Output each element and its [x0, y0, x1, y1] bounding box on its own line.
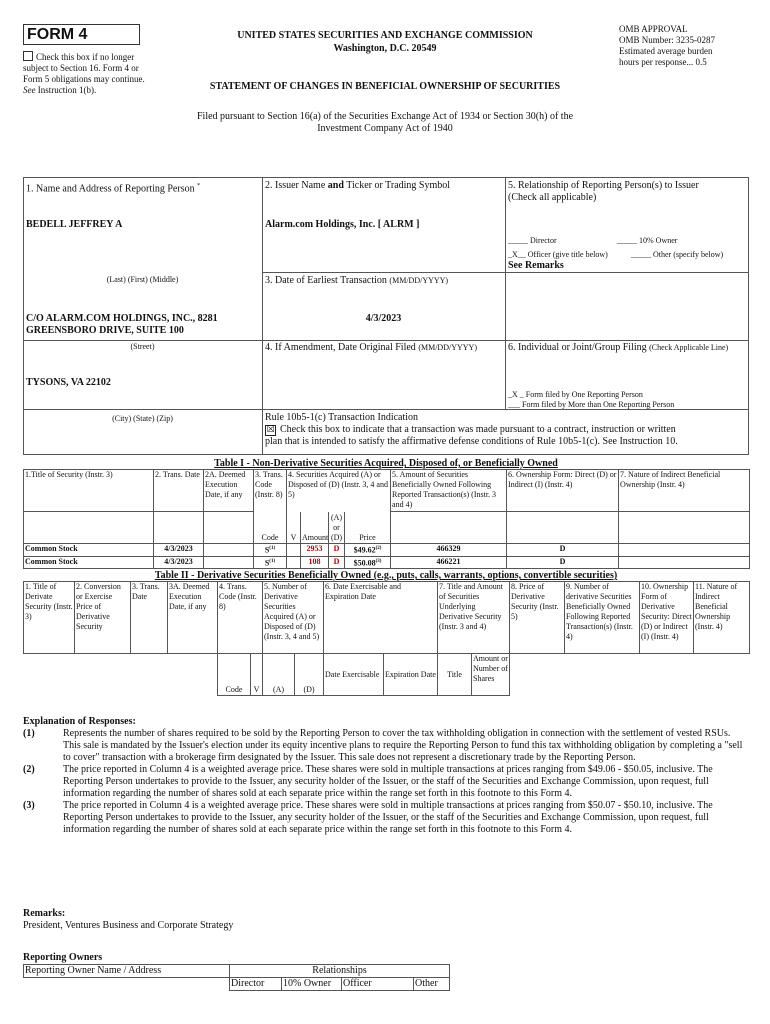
reporting-address: C/O ALARM.COM HOLDINGS, INC., 8281 GREENSBORO DRIVE, SUITE 100 — [26, 313, 218, 336]
owners-col-name: Reporting Owner Name / Address — [24, 965, 230, 978]
filing-more-persons: ___ Form filed by More than One Reporting Person — [508, 400, 675, 409]
reporting-owners-table — [23, 964, 450, 991]
t2-col-title: 1. Title of Derivate Security (Instr. 3) — [24, 582, 75, 654]
t2-sub-d: (D) — [295, 654, 324, 696]
t2-col-deemed: 3A. Deemed Execution Date, if any — [168, 582, 218, 654]
divider-row-city — [23, 409, 262, 410]
rule-10b5-checkbox[interactable]: ☒ — [266, 425, 275, 435]
t2-sub-amount: Amount or Number of Shares — [472, 654, 510, 696]
table-row: Common Stock 4/3/2023 $S^{(1)}$ 2953 D $49.62$^{(2)}$ 466329 D — [24, 544, 750, 557]
t2-sub-exercisable: Date Exercisable — [324, 654, 384, 696]
t2-sub-title: Title — [438, 654, 472, 696]
reporting-owners-heading: Reporting Owners — [23, 952, 103, 963]
remarks-heading: Remarks: — [23, 908, 66, 919]
t1-col-date: 2. Trans. Date — [154, 470, 204, 512]
statement-title: STATEMENT OF CHANGES IN BENEFICIAL OWNERSHIP OF SECURITIES — [209, 81, 561, 92]
t2-col-nature: 11. Nature of Indirect Beneficial Ownership (Instr. 4) — [694, 582, 750, 654]
relationship-label: 5. Relationship of Reporting Person(s) to Issuer (Check all applicable) — [508, 180, 699, 203]
owners-col-director: Director — [230, 978, 282, 991]
reporting-city: TYSONS, VA 22102 — [26, 377, 111, 388]
filing-one-person: _X _ Form filed by One Reporting Person — [508, 390, 643, 399]
divider-col-2 — [505, 177, 506, 409]
t1-sub-v: V — [287, 512, 301, 544]
t1-col-deemed: 2A. Deemed Execution Date, if any — [204, 470, 254, 512]
rule-10b5-section: Rule 10b5-1(c) Transaction Indication ☒ Check this box to indicate that a transaction was made pursuant to a contract, instruction or written plan that is intended to satisfy the affirmative defense conditions of Rule 10b5-1(c). See Instruction 10. — [265, 412, 678, 447]
issuer-name: Alarm.com Holdings, Inc. [ ALRM ] — [265, 219, 420, 230]
t1-sub-code: Code — [254, 512, 287, 544]
amendment-label: 4. If Amendment, Date Original Filed (MM/DD/YYYY) — [265, 342, 477, 353]
relationship-officer: _X__ Officer (give title below) — [508, 250, 608, 259]
table1-title: Table I - Non-Derivative Securities Acquired, Disposed of, or Beneficially Owned — [214, 458, 558, 469]
agency-location: Washington, D.C. 20549 — [333, 43, 437, 54]
t2-col-underlying: 7. Title and Amount of Securities Underlying Derivative Security (Instr. 3 and 4) — [438, 582, 510, 654]
last-first-middle-label: (Last) (First) (Middle) — [106, 275, 179, 284]
see-remarks: See Remarks — [508, 260, 564, 271]
t1-sub-price: Price — [345, 512, 391, 544]
explanation-heading: Explanation of Responses: — [23, 716, 136, 727]
relationship-other: _____ Other (specify below) — [631, 250, 724, 259]
reporting-person-name: BEDELL JEFFREY A — [26, 219, 123, 230]
owners-col-relationships: Relationships — [230, 965, 450, 978]
divider-row-amend — [262, 340, 749, 341]
t1-sub-a-or-d: (A) or (D) — [329, 512, 345, 544]
issuer-label: 2. Issuer Name and Ticker or Trading Symbol — [265, 180, 451, 191]
t2-col-date: 3. Trans. Date — [131, 582, 168, 654]
filing-label: 6. Individual or Joint/Group Filing (Check Applicable Line) — [508, 342, 729, 353]
t2-sub-v: V — [251, 654, 263, 696]
t2-col-number: 5. Number of Derivative Securities Acquired (A) or Disposed of (D) (Instr. 3, 4 and 5) — [263, 582, 324, 654]
table-row: Common Stock 4/3/2023 $S^{(1)}$ 108 D $50.08$^{(3)}$ 466221 D — [24, 556, 750, 569]
relationship-ten-pct: _____ 10% Owner — [617, 236, 678, 245]
t2-col-conversion: 2. Conversion or Exercise Price of Derivative Security — [75, 582, 131, 654]
no-longer-subject-checkbox[interactable] — [23, 51, 33, 61]
footnote-2: (2) The price reported in Column 4 is a weighted average price. These shares were sold in multiple transactions at prices ranging from $49.06 - $50.05, inclusive. The Reporting Person undertakes to provide to the Issuer, any security holder of the Issuer, or the staff of the Securities and Exchange Commission, upon request, full information regarding the number of shares sold at each separate price within the range set forth in this footnote to this Form 4. — [23, 764, 713, 799]
t1-col-securities: 4. Securities Acquired (A) or Disposed of (D) (Instr. 3, 4 and 5) — [287, 470, 391, 512]
agency-name: UNITED STATES SECURITIES AND EXCHANGE COMMISSION — [237, 30, 533, 41]
t2-col-ownership-form: 10. Ownership Form of Derivative Security: Direct (D) or Indirect (I) (Instr. 4) — [640, 582, 694, 654]
footnote-3: (3) The price reported in Column 4 is a weighted average price. These shares were sold in multiple transactions at prices ranging from $50.07 - $50.10, inclusive. The Reporting Person undertakes to provide to the Issuer, any security holder of the Issuer, or the staff of the Securities and Exchange Commission, upon request, full information regarding the number of shares sold at each separate price within the range set forth in this footnote to this Form 4. — [23, 800, 713, 835]
t1-col-nature: 7. Nature of Indirect Beneficial Ownership (Instr. 4) — [619, 470, 750, 512]
remarks-text: President, Ventures Business and Corporate Strategy — [23, 920, 234, 931]
table2 — [23, 581, 749, 696]
t1-col-ownership-form: 6. Ownership Form: Direct (D) or Indirect (I) (Instr. 4) — [507, 470, 619, 512]
t2-col-owned: 9. Number of derivative Securities Beneficially Owned Following Reported Transaction(s) (Instr. 4) — [565, 582, 640, 654]
table1 — [23, 469, 749, 569]
t1-sub-amount: Amount — [301, 512, 329, 544]
city-state-zip-label: (City) (State) (Zip) — [112, 414, 173, 423]
t2-col-code: 4. Trans. Code (Instr. 8) — [218, 582, 263, 654]
owners-col-other: Other — [414, 978, 450, 991]
t1-col-amount-owned: 5. Amount of Securities Beneficially Owned Following Reported Transaction(s) (Instr. 3 and 4) — [391, 470, 507, 512]
t2-col-exercisable: 6. Date Exercisable and Expiration Date — [324, 582, 438, 654]
t1-col-code: 3. Trans. Code (Instr. 8) — [254, 470, 287, 512]
divider-row-street — [23, 340, 262, 341]
t2-sub-a: (A) — [263, 654, 295, 696]
filed-pursuant: Filed pursuant to Section 16(a) of the Securities Exchange Act of 1934 or Section 30(h) of the Investment Company Act of 1940 — [196, 111, 574, 134]
footnote-1: (1) Represents the number of shares required to be sold by the Reporting Person to cover the tax withholding obligation in connection with the settlement of vested RSUs. This sale is mandated by the Issuer's election under its equity incentive plans to require the Reporting Person to fund this tax withholding obligation by completing a "sell to cover" transaction with a brokerage firm designated by the Issuer. This sale does not represent a discretionary trade by the Reporting Person. — [23, 728, 743, 763]
owners-col-ten-pct: 10% Owner — [282, 978, 342, 991]
divider-row-rule — [262, 409, 749, 410]
earliest-date-value: 4/3/2023 — [365, 313, 402, 324]
table2-title: Table II - Derivative Securities Beneficially Owned (e.g., puts, calls, warrants, options, convertible securities) — [154, 570, 618, 581]
t2-col-price: 8. Price of Derivative Security (Instr. 5) — [510, 582, 565, 654]
t1-col-title: 1.Title of Security (Instr. 3) — [24, 470, 154, 512]
explanation-list — [23, 728, 749, 836]
no-longer-subject-checkbox-text: Check this box if no longer subject to Section 16. Form 4 or Form 5 obligations may continue. See Instruction 1(b). — [23, 52, 145, 95]
omb-approval: OMB APPROVAL OMB Number: 3235-0287 Estimated average burden hours per response... 0.5 — [619, 24, 715, 67]
street-label: (Street) — [130, 342, 155, 351]
relationship-director: _____ Director — [508, 236, 557, 245]
divider-row-date — [262, 272, 749, 273]
form-title: FORM 4 — [23, 24, 140, 45]
t2-sub-expiration: Expiration Date — [384, 654, 438, 696]
owners-col-officer: Officer — [342, 978, 414, 991]
name-label: 1. Name and Address of Reporting Person * — [26, 183, 201, 195]
t2-sub-code: Code — [218, 654, 251, 696]
earliest-date-label: 3. Date of Earliest Transaction (MM/DD/YYYY) — [265, 275, 449, 286]
